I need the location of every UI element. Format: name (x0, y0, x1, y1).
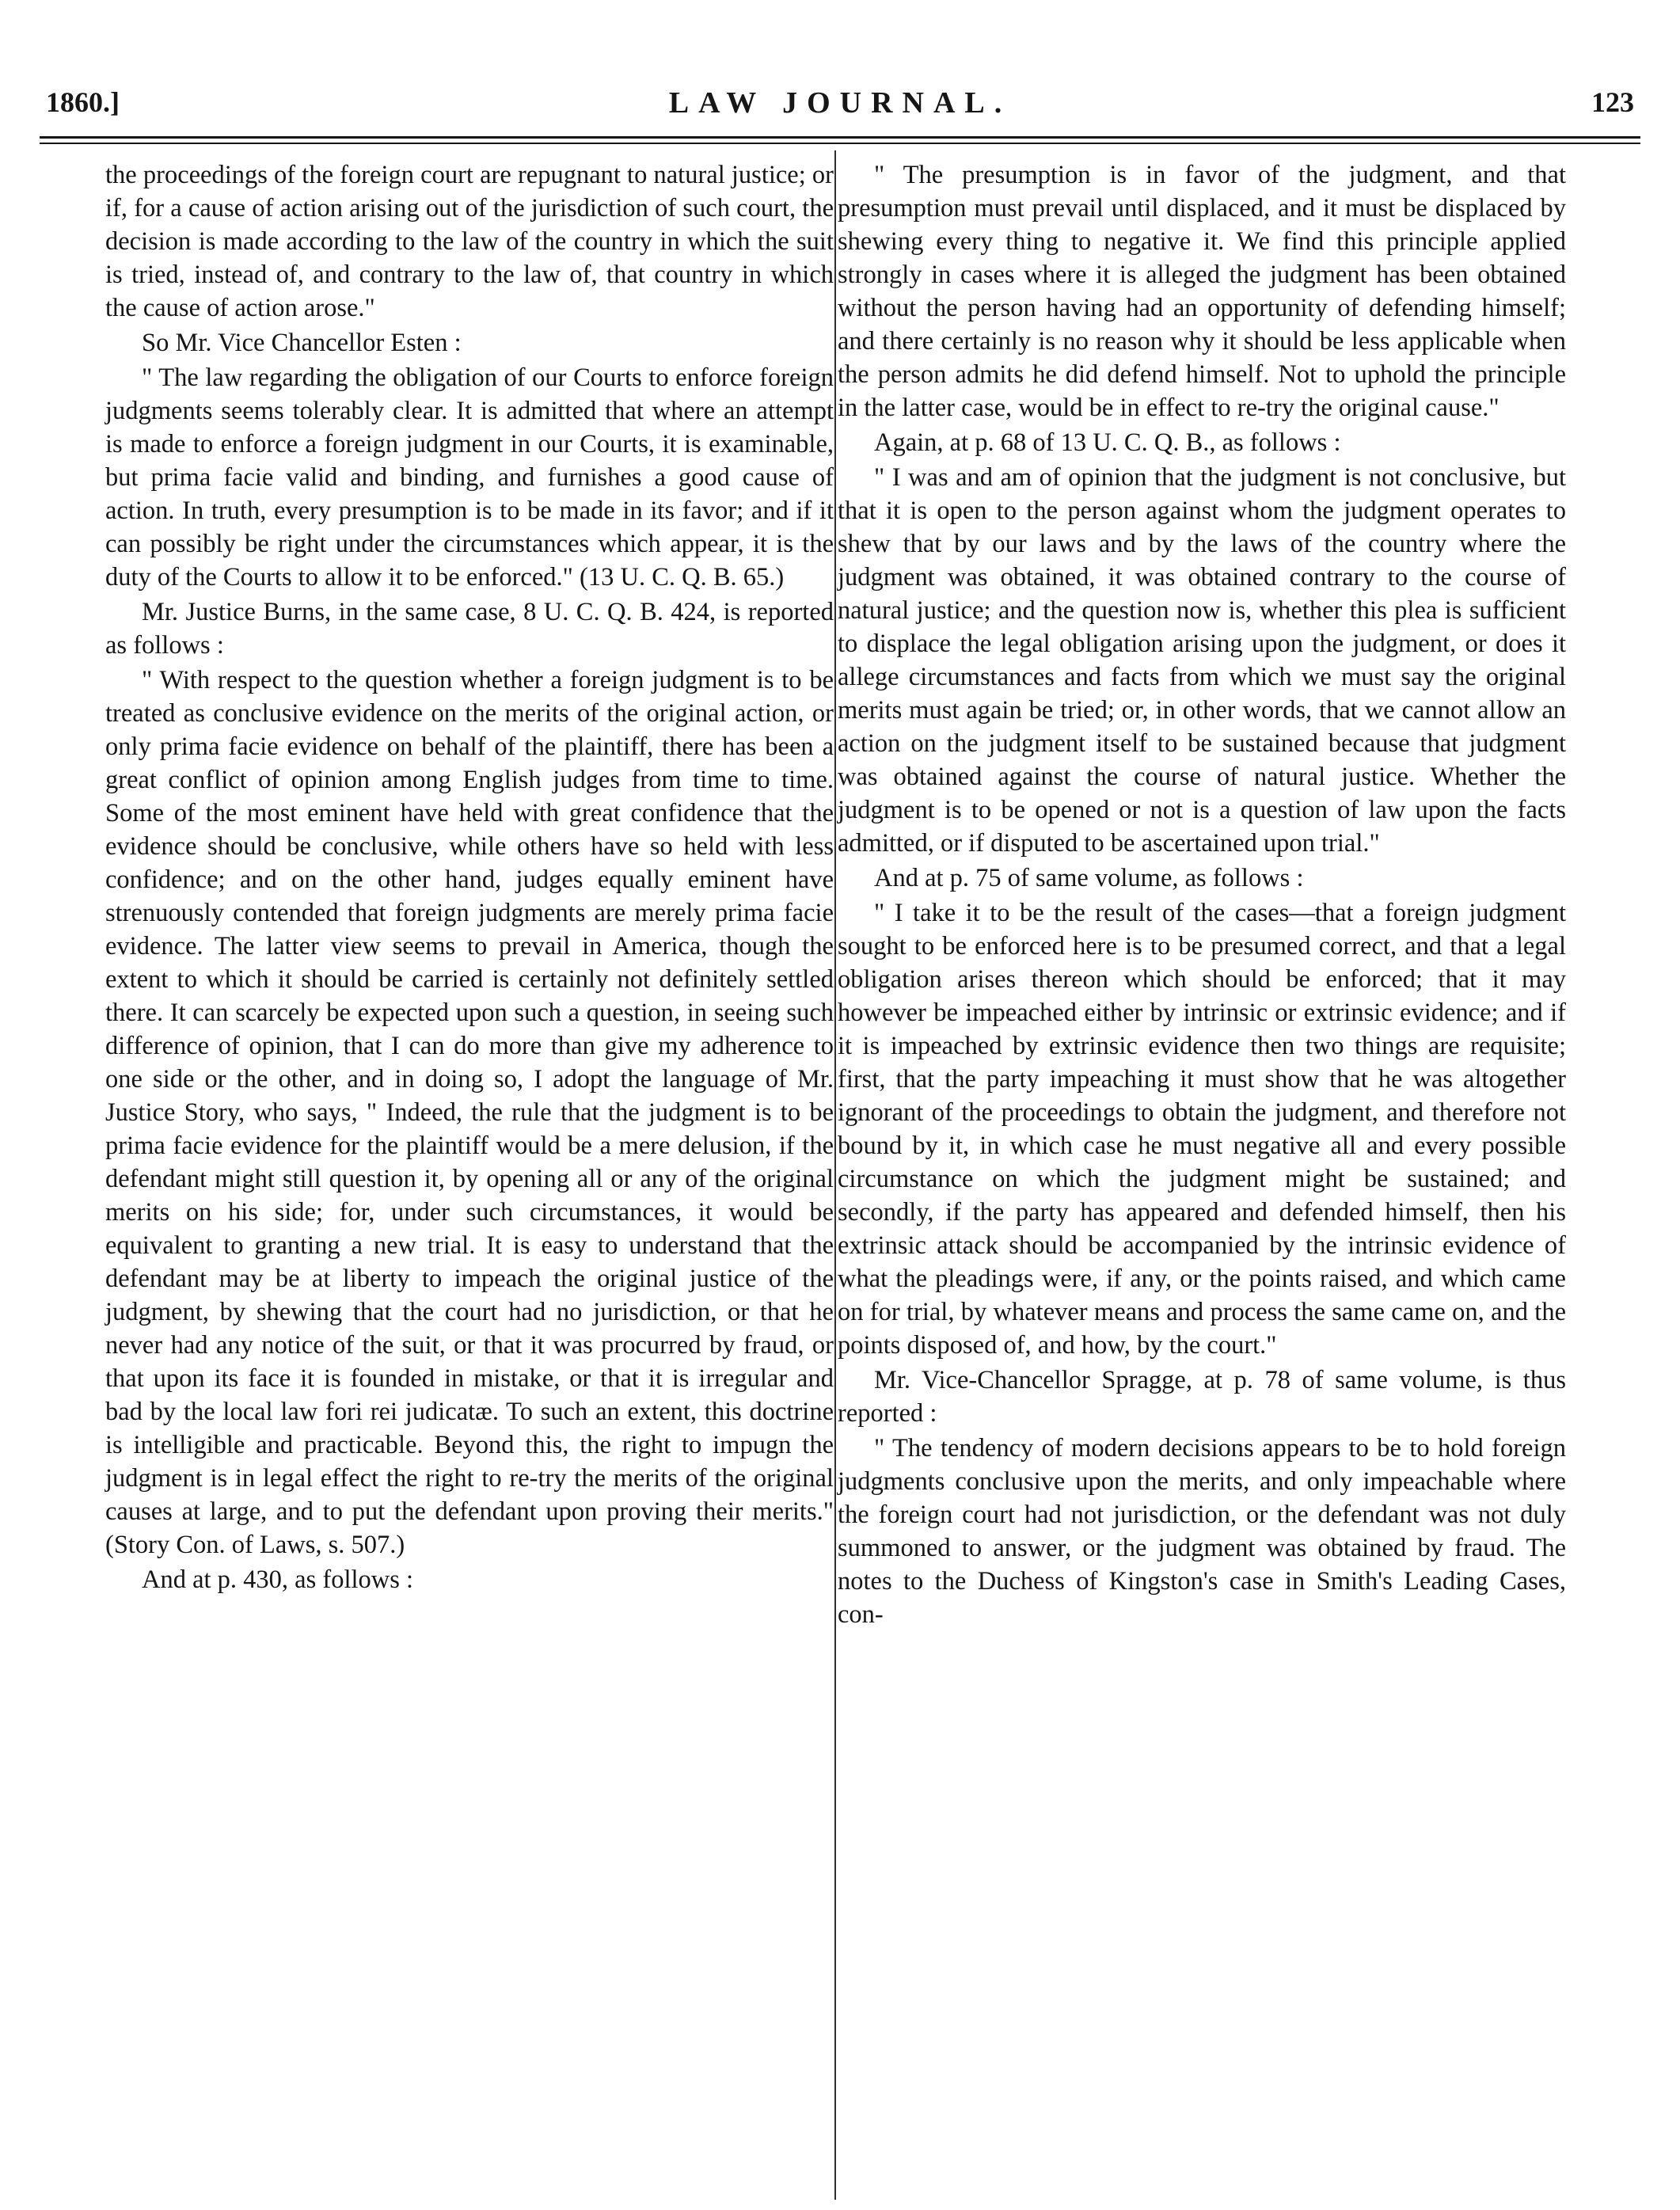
page-number: 123 (1591, 86, 1634, 118)
left-column (105, 158, 834, 1598)
paragraph: the proceedings of the foreign court are repugnant to natural justice; or if, for a cause of action arising out of the jurisdiction of such court, the decision is made according to the law of the country in which the suit is tried, instead of, and contrary to the law of, that country in which the cause of action arose." (105, 161, 834, 322)
header-year: 1860.] (46, 86, 120, 118)
quote-paragraph: " With respect to the question whether a foreign judgment is to be treated as conclusive evidence on the merits of the original action, or only prima facie evidence on behalf of the plaintiff, there has been a great conflict of opinion among English judges from time to time. Some of the most eminent have held with great confidence that the evidence should be conclusive, while others have so held with less confidence; and on the other hand, judges equally eminent have strenuously contended that foreign judgments are merely prima facie evidence. The latter view seems to prevail in America, though the extent to which it should be carried is certainly not definitely settled there. It can scarcely be expected upon such a question, in seeing such difference of opinion, that I can do more than give my adherence to one side or the other, and in doing so, I adopt the language of Mr. Justice Story, who says, " Indeed, the rule that the judgment is to be prima facie evidence for the plaintiff would be a mere delusion, if the defendant might still question it, by opening all or any of the original merits on his side; for, under such circumstances, it would be equivalent to granting a new trial. It is easy to understand that the defendant may be at liberty to impeach the original justice of the judgment, by shewing that the court had no jurisdiction, or that he never had any notice of the suit, or that it was procurred by fraud, or that upon its face it is founded in mistake, or that it is irregular and bad by the local law fori rei judicatæ. To such an extent, this doctrine is intelligible and practicable. Beyond this, the right to impugn the judgment is in legal effect the right to re-try the merits of the original causes at large, and to put the defendant upon proving their merits." (Story Con. of Laws, s. 507.) (105, 666, 834, 1559)
paragraph: Mr. Justice Burns, in the same case, 8 U. C. Q. B. 424, is reported as follows : (105, 598, 834, 660)
quote-paragraph: " The law regarding the obligation of our Courts to enforce foreign judgments seems tolerably clear. It is admitted that where an attempt is made to enforce a foreign judgment in our Courts, it is examinable, but prima facie valid and binding, and furnishes a good cause of action. In truth, every presumption is to be made in its favor; and if it can possibly be right under the circumstances which appear, it is the duty of the Courts to allow it to be enforced." (13 U. C. Q. B. 65.) (105, 363, 834, 591)
right-column (838, 158, 1566, 1633)
header-rule-thick (40, 136, 1640, 139)
paragraph: And at p. 75 of same volume, as follows : (874, 864, 1304, 892)
paragraph: And at p. 430, as follows : (142, 1565, 414, 1594)
quote-paragraph: " I was and am of opinion that the judgment is not conclusive, but that it is open to the person against whom the judgment operates to shew that by our laws and by the laws of the country where the judgment was obtained, it was obtained contrary to the course of natural justice; and the question now is, whether this plea is sufficient to displace the legal obligation arising upon the judgment, or does it allege circumstances and facts from which we must say the original merits must again be tried; or, in other words, that we cannot allow an action on the judgment itself to be sustained because that judgment was obtained against the course of natural justice. Whether the judgment is to be opened or not is a question of law upon the facts admitted, or if disputed to be ascertained upon trial." (838, 463, 1566, 858)
header-rule-thin (40, 143, 1640, 144)
column-divider (834, 150, 836, 2200)
quote-paragraph: " I take it to be the result of the cases—that a foreign judgment sought to be enforced here is to be presumed correct, and that a legal obligation arises thereon which should be enforced; that it may however be impeached either by intrinsic or extrinsic evidence; and if it is impeached by extrinsic evidence then two things are requisite; first, that the party impeaching it must show that he was altogether ignorant of the proceedings to obtain the judgment, and therefore not bound by it, in which case he must negative all and every possible circumstance on which the judgment might be sustained; and secondly, if the party has appeared and defended himself, then his extrinsic attack should be accompanied by the intrinsic evidence of what the pleadings were, if any, or the points raised, and which came on for trial, by whatever means and process the same came on, and the points disposed of, and how, by the court." (838, 899, 1566, 1360)
paragraph: Mr. Vice-Chancellor Spragge, at p. 78 of same volume, is thus reported : (838, 1366, 1566, 1428)
quote-paragraph: " The presumption is in favor of the judgment, and that presumption must prevail until displaced, and it must be displaced by shewing every thing to negative it. We find this principle applied strongly in cases where it is alleged the judgment has been obtained without the person having had an opportunity of defending himself; and there certainly is no reason why it should be less applicable when the person admits he did defend himself. Not to uphold the principle in the latter case, would be in effect to re-try the original cause." (838, 161, 1566, 422)
paragraph: So Mr. Vice Chancellor Esten : (142, 329, 462, 357)
quote-paragraph: " The tendency of modern decisions appears to be to hold foreign judgments conclusive upon the merits, and only impeachable where the foreign court had not jurisdiction, or the defendant was not duly summoned to answer, or the judgment was obtained by fraud. The notes to the Duchess of Kingston's case in Smith's Leading Cases, con- (838, 1434, 1566, 1629)
journal-title: LAW JOURNAL. (668, 86, 1012, 120)
running-header (46, 86, 1634, 133)
paragraph: Again, at p. 68 of 13 U. C. Q. B., as follows : (874, 428, 1341, 457)
